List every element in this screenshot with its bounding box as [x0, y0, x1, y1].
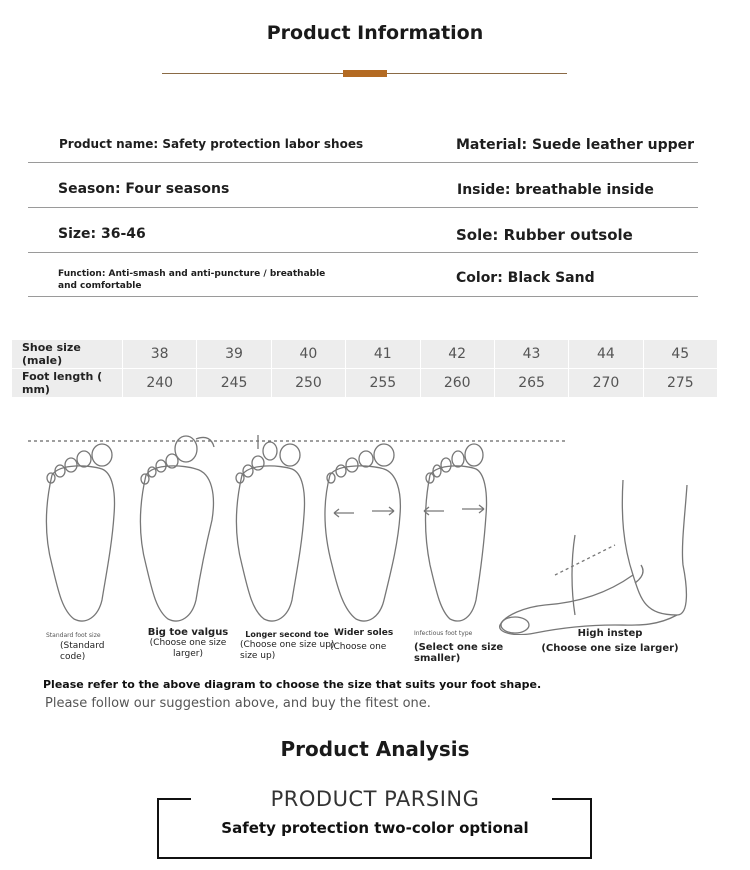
caption-title: Longer second toe	[245, 630, 329, 639]
table-cell: 38	[123, 340, 197, 369]
divider	[28, 207, 698, 208]
caption-sub: code)	[60, 652, 86, 662]
product-parsing-heading: PRODUCT PARSING	[270, 787, 480, 811]
wide-sole-caption	[330, 628, 400, 653]
caption-title: Standard foot size	[46, 632, 101, 639]
table-cell: 45	[643, 340, 717, 369]
suggestion-note: Please follow our suggestion above, and buy the fitest one.	[45, 696, 431, 711]
divider	[28, 162, 698, 163]
foot-length-line-2: mm)	[22, 383, 50, 396]
caption-title: High instep	[577, 628, 643, 639]
narrow-foot-icon	[424, 444, 487, 621]
standard-foot-caption	[46, 630, 136, 663]
caption-sub: (Choose one size up)	[240, 640, 335, 650]
caption-sub: (Choose one size larger)	[541, 643, 679, 654]
table-cell: 43	[494, 340, 568, 369]
season-label: Season: Four seasons	[58, 181, 230, 197]
wide-sole-foot-icon	[325, 444, 400, 621]
table-cell: 42	[420, 340, 494, 369]
standard-foot-icon	[46, 444, 114, 621]
caption-title: Infectious foot type	[414, 630, 473, 637]
function-line-1: Function: Anti-smash and anti-puncture / breathable	[58, 269, 326, 279]
big-toe-valgus-caption	[128, 627, 248, 660]
foot-length-header	[12, 369, 123, 398]
divider	[28, 296, 698, 297]
bracket-bottom	[157, 857, 591, 859]
caption-sub: (Choose one	[330, 642, 387, 652]
high-instep-foot-icon	[500, 480, 687, 635]
color-label: Color: Black Sand	[456, 270, 595, 286]
product-name-label: Product name: Safety protection labor shoes	[59, 137, 364, 151]
caption-sub: (Standard	[60, 641, 105, 651]
title-accent-bar	[343, 70, 387, 77]
table-cell: 250	[271, 369, 345, 398]
page-title: Product Information	[266, 22, 484, 44]
table-cell: 275	[643, 369, 717, 398]
foot-shape-diagram	[0, 425, 750, 635]
size-chart-table	[11, 339, 718, 398]
table-row	[12, 340, 718, 369]
table-cell: 240	[123, 369, 197, 398]
caption-sub: smaller)	[414, 653, 461, 664]
sole-label: Sole: Rubber outsole	[456, 226, 633, 244]
big-toe-valgus-foot-icon	[140, 436, 214, 621]
table-cell: 260	[420, 369, 494, 398]
two-color-optional-text: Safety protection two-color optional	[221, 819, 529, 837]
caption-sub: (Choose one size	[149, 638, 227, 648]
caption-sub: larger)	[172, 649, 204, 659]
shoe-size-header: Shoe size (male)	[12, 340, 123, 369]
narrow-foot-caption	[414, 628, 514, 664]
caption-title: Wider soles	[334, 628, 394, 638]
function-label	[58, 268, 325, 292]
product-analysis-title: Product Analysis	[280, 737, 470, 761]
size-guide-note: Please refer to the above diagram to choose the size that suits your foot shape.	[43, 678, 542, 691]
table-row	[12, 369, 718, 398]
table-cell: 245	[197, 369, 271, 398]
table-cell: 40	[271, 340, 345, 369]
caption-sub: (Select one size	[414, 642, 504, 653]
table-cell: 39	[197, 340, 271, 369]
table-cell: 41	[346, 340, 420, 369]
long-second-toe-caption	[232, 629, 342, 662]
divider	[28, 252, 698, 253]
long-second-toe-foot-icon	[236, 435, 305, 621]
caption-title: Big toe valgus	[147, 627, 229, 638]
high-instep-caption	[530, 628, 690, 654]
size-label: Size: 36-46	[58, 226, 146, 242]
table-cell: 255	[346, 369, 420, 398]
material-label: Material: Suede leather upper	[456, 137, 695, 153]
table-cell: 270	[569, 369, 643, 398]
table-cell: 265	[494, 369, 568, 398]
foot-length-line-1: Foot length (	[22, 370, 103, 383]
table-cell: 44	[569, 340, 643, 369]
inside-label: Inside: breathable inside	[457, 182, 654, 198]
function-line-2: and comfortable	[58, 281, 142, 291]
caption-sub: size up)	[240, 651, 276, 661]
